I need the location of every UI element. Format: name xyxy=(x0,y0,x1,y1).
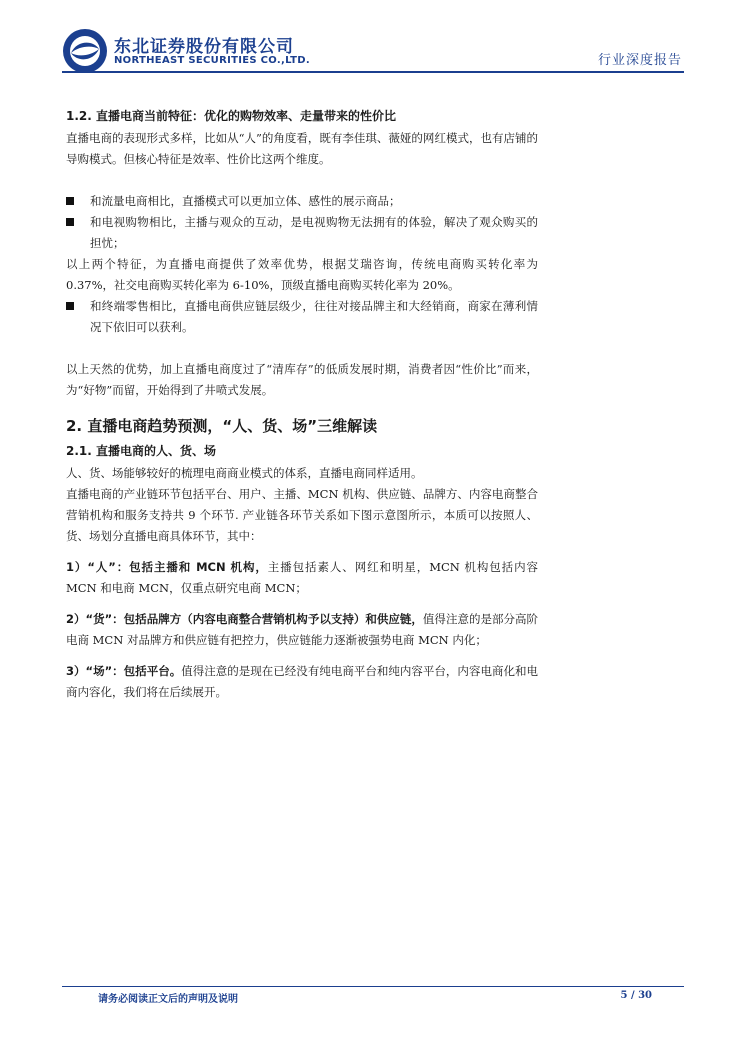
section-2-heading: 2. 直播电商趋势预测，“人、货、场”三维解读 xyxy=(66,417,378,435)
company-name-en: NORTHEAST SECURITIES CO.,LTD. xyxy=(114,55,310,66)
section-2-1-para-1: 人、货、场能够较好的梳理电商商业模式的体系，直播电商同样适用。 xyxy=(66,466,423,480)
bullet-text: 和流量电商相比，直播模式可以更加立体、感性的展示商品； xyxy=(90,194,401,208)
square-bullet-icon xyxy=(66,218,74,226)
bullet-text: 和电视购物相比，主播与观众的互动，是电视购物无法拥有的体验，解决了观众购买的担忧； xyxy=(90,215,538,250)
people-item-text: 主播包括素人、网红和明星，MCN 机构包括内容 MCN 和电商 MCN，仅重点研究电商 MCN； xyxy=(66,560,538,595)
bullet-text: 和终端零售相比，直播电商供应链层级少，往往对接品牌主和大经销商，商家在薄利情况下依旧可以获利。 xyxy=(90,299,538,334)
bullet-item xyxy=(66,212,538,254)
page-number: 5 / 30 xyxy=(620,990,652,1001)
section-2-1-heading: 2.1. 直播电商的人、货、场 xyxy=(66,444,216,458)
people-item-title: 1）“人”：包括主播和 MCN 机构， xyxy=(66,560,268,574)
place-item-text: 值得注意的是现在已经没有纯电商平台和纯内容平台，内容电商化和电商内容化，我们将在后续展开。 xyxy=(66,664,538,699)
section-1-2-heading: 1.2. 直播电商当前特征：优化的购物效率、走量带来的性价比 xyxy=(66,109,396,123)
section-1-2-intro: 直播电商的表现形式多样，比如从“人”的角度看，既有李佳琪、薇娅的网红模式，也有店铺的导购模式。但核心特征是效率、性价比这两个维度。 xyxy=(66,131,538,166)
goods-item xyxy=(66,609,538,651)
company-name-cn: 东北证券股份有限公司 xyxy=(114,37,294,57)
square-bullet-icon xyxy=(66,302,74,310)
header-divider xyxy=(62,71,684,73)
goods-item-title: 2）“货”：包括品牌方（内容电商整合营销机构予以支持）和供应链， xyxy=(66,612,423,626)
conversion-rate-paragraph: 以上两个特征，为直播电商提供了效率优势，根据艾瑞咨询，传统电商购买转化率为 0.37%，社交电商购买转化率为 6-10%，顶级直播电商购买转化率为 20%。 xyxy=(66,257,538,292)
bullet-item xyxy=(66,296,538,338)
people-item xyxy=(66,557,538,599)
section-1-2-summary: 以上天然的优势，加上直播电商度过了“清库存”的低质发展时期，消费者因“性价比”而来，为“好物”而留，开始得到了井喷式发展。 xyxy=(66,362,538,397)
square-bullet-icon xyxy=(66,197,74,205)
goods-item-text: 值得注意的是部分高阶电商 MCN 对品牌方和供应链有把控力，供应链能力逐渐被强势电商 MCN 内化； xyxy=(66,612,539,647)
northeast-securities-logo-icon xyxy=(62,28,108,74)
footer-divider xyxy=(62,986,684,987)
page-header xyxy=(62,28,682,70)
place-item xyxy=(66,661,538,703)
bullet-item xyxy=(66,191,538,212)
place-item-title: 3）“场”：包括平台。 xyxy=(66,664,182,678)
footer-disclaimer: 请务必阅读正文后的声明及说明 xyxy=(98,994,238,1005)
report-type-label: 行业深度报告 xyxy=(597,53,682,68)
document-body xyxy=(66,106,538,703)
section-2-1-para-2: 直播电商的产业链环节包括平台、用户、主播、MCN 机构、供应链、品牌方、内容电商整合营销机构和服务支持共 9 个环节. 产业链各环节关系如下图示意图所示，本质可以按照人、货、场划分直播电商具体环节，其中： xyxy=(66,487,538,543)
